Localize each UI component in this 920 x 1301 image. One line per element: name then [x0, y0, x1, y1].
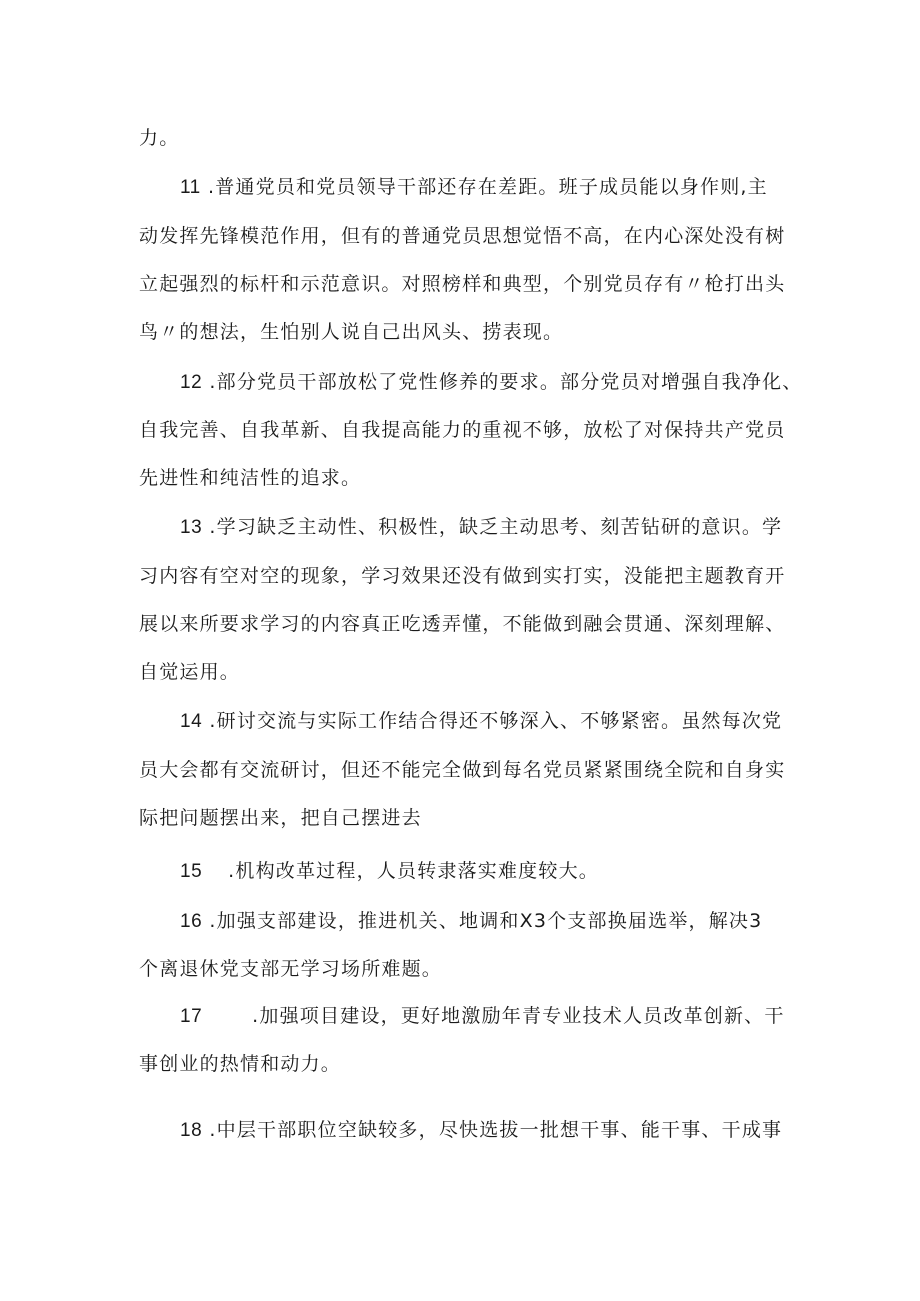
item-number: 14 — [180, 711, 203, 732]
list-item-12: 12 .部分党员干部放松了党性修养的要求。部分党员对增强自我净化、 — [180, 371, 803, 393]
list-item-13-line: 自觉运用。 — [139, 661, 241, 683]
item-number: 18 — [180, 1120, 203, 1141]
item-number: 12 — [180, 372, 203, 393]
list-item-15: 15 .机构改革过程，人员转隶落实难度较大。 — [180, 860, 599, 882]
list-item-17: 17 .加强项目建设，更好地激励年青专业技术人员改革创新、干 — [180, 1005, 785, 1027]
list-item-18: 18 .中层干部职位空缺较多，尽快选拔一批想干事、能干事、干成事 — [180, 1119, 783, 1141]
list-item-13-line: 习内容有空对空的现象，学习效果还没有做到实打实，没能把主题教育开 — [139, 565, 786, 587]
item-number: 17 — [180, 1006, 203, 1027]
list-item-16: 16 .加强支部建设，推进机关、地调和X3个支部换届选举，解决3 — [180, 910, 763, 932]
list-item-11-line: 动发挥先锋模范作用，但有的普通党员思想觉悟不高，在内心深处没有树 — [139, 225, 786, 247]
list-item-13: 13 .学习缺乏主动性、积极性，缺乏主动思考、刻苦钻研的意识。学 — [180, 516, 783, 538]
list-item-13-line: 展以来所要求学习的内容真正吃透弄懂，不能做到融会贯通、深刻理解、 — [139, 613, 786, 635]
list-item-14: 14 .研讨交流与实际工作结合得还不够深入、不够紧密。虽然每次党 — [180, 710, 783, 732]
list-item-11-line: 立起强烈的标杆和示范意识。对照榜样和典型，个别党员存有〃枪打出头 — [139, 273, 786, 295]
item-number: 15 — [180, 861, 203, 882]
list-item-11: 11 .普通党员和党员领导干部还存在差距。班子成员能以身作则,主 — [180, 176, 768, 198]
item-number: 11 — [180, 177, 201, 198]
list-item-14-line: 员大会都有交流研讨，但还不能完全做到每名党员紧紧围绕全院和自身实 — [139, 759, 786, 781]
item-number: 16 — [180, 911, 203, 932]
list-item-12-line: 自我完善、自我革新、自我提高能力的重视不够，放松了对保持共产党员 — [139, 419, 786, 441]
paragraph-continuation: 力。 — [139, 127, 180, 149]
list-item-16-line: 个离退休党支部无学习场所难题。 — [139, 958, 443, 980]
list-item-11-line: 鸟〃的想法，生怕别人说自己出风头、捞表现。 — [139, 321, 564, 343]
list-item-17-line: 事创业的热情和动力。 — [139, 1053, 342, 1075]
item-number: 13 — [180, 517, 203, 538]
list-item-14-line: 际把问题摆出来，把自己摆进去 — [139, 807, 422, 829]
list-item-12-line: 先进性和纯洁性的追求。 — [139, 467, 362, 489]
